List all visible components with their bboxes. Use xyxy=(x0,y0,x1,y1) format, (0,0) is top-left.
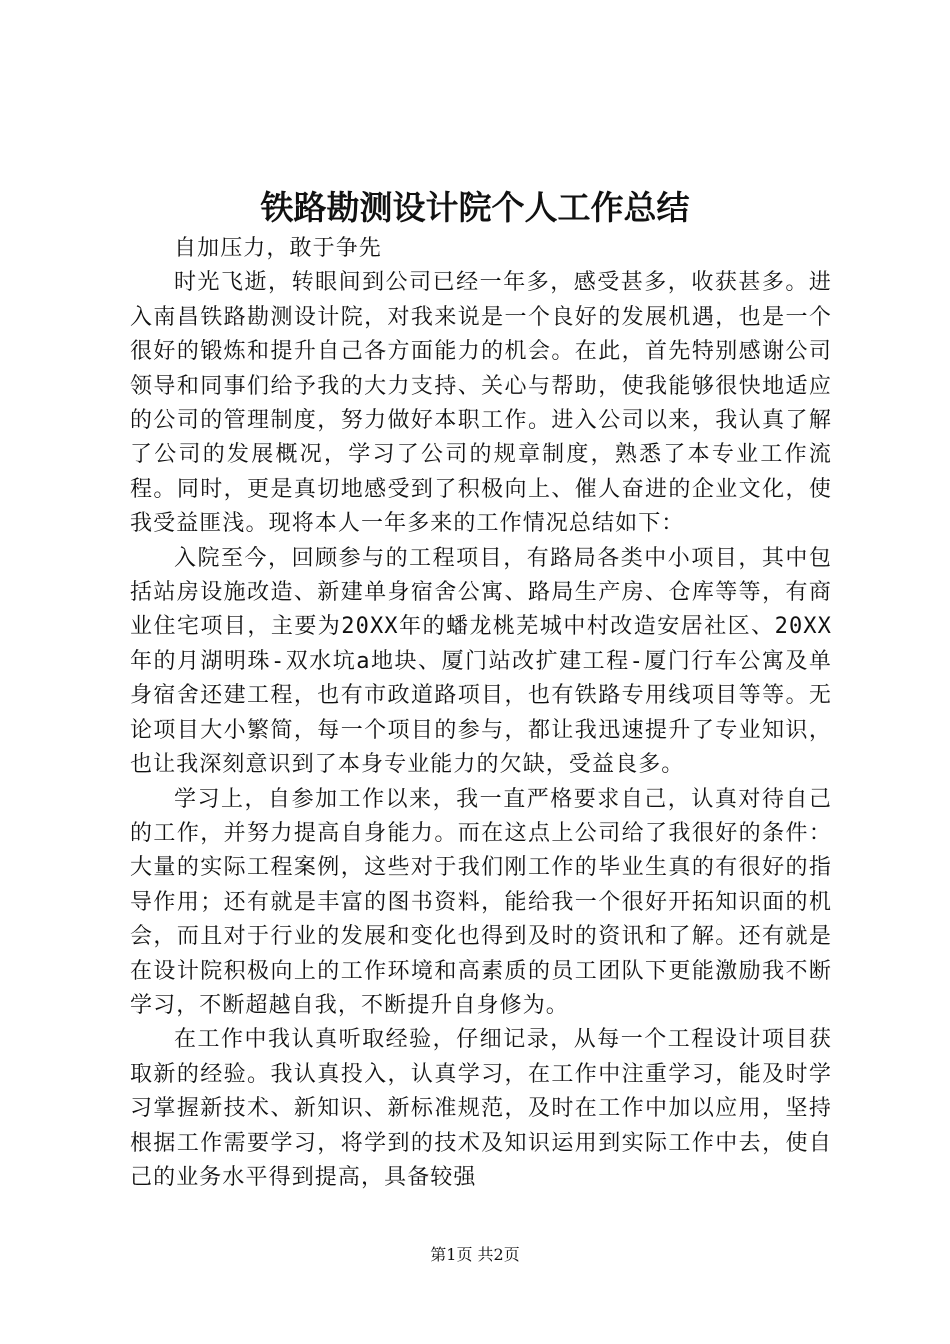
body-paragraph: 学习上，自参加工作以来，我一直严格要求自己，认真对待自己的工作，并努力提高自身能力。而在这点上公司给了我很好的条件：大量的实际工程案例，这些对于我们刚工作的毕业生真的有很好的指导作用；还有就是丰富的图书资料，能给我一个很好开拓知识面的机会，而且对于行业的发展和变化也得到及时的资讯和了解。还有就是在设计院积极向上的工作环境和高素质的员工团队下更能激励我不断学习，不断超越自我，不断提升自身修为。 xyxy=(130,786,832,1018)
body-paragraph: 时光飞逝，转眼间到公司已经一年多，感受甚多，收获甚多。进入南昌铁路勘测设计院，对我来说是一个良好的发展机遇，也是一个很好的锻炼和提升自己各方面能力的机会。在此，首先特别感谢公司领导和同事们给予我的大力支持、关心与帮助，使我能够很快地适应的公司的管理制度，努力做好本职工作。进入公司以来，我认真了解了公司的发展概况，学习了公司的规章制度，熟悉了本专业工作流程。同时，更是真切地感受到了积极向上、催人奋进的企业文化，使我受益匪浅。现将本人一年多来的工作情况总结如下： xyxy=(130,270,832,537)
page-footer: 第1页 共2页 xyxy=(430,1245,520,1264)
body-paragraph: 入院至今，回顾参与的工程项目，有路局各类中小项目，其中包括站房设施改造、新建单身宿舍公寓、路局生产房、仓库等等，有商业住宅项目，主要为20XX年的蟠龙桃芜城中村改造安居社区、20XX年的月湖明珠-双水坑a地块、厦门站改扩建工程-厦门行车公寓及单身宿舍还建工程，也有市政道路项目，也有铁路专用线项目等等。无论项目大小繁简，每一个项目的参与，都让我迅速提升了专业知识，也让我深刻意识到了本身专业能力的欠缺，受益良多。 xyxy=(130,545,832,778)
subtitle-paragraph: 自加压力，敢于争先 xyxy=(174,236,382,261)
document-body xyxy=(130,232,832,1195)
body-paragraph: 在工作中我认真听取经验，仔细记录，从每一个工程设计项目获取新的经验。我认真投入，认真学习，在工作中注重学习，能及时学习掌握新技术、新知识、新标准规范，及时在工作中加以应用，坚持根据工作需要学习，将学到的技术及知识运用到实际工作中去，使自己的业务水平得到提高，具备较强 xyxy=(130,1027,832,1190)
document-title: 铁路勘测设计院个人工作总结 xyxy=(260,188,690,227)
